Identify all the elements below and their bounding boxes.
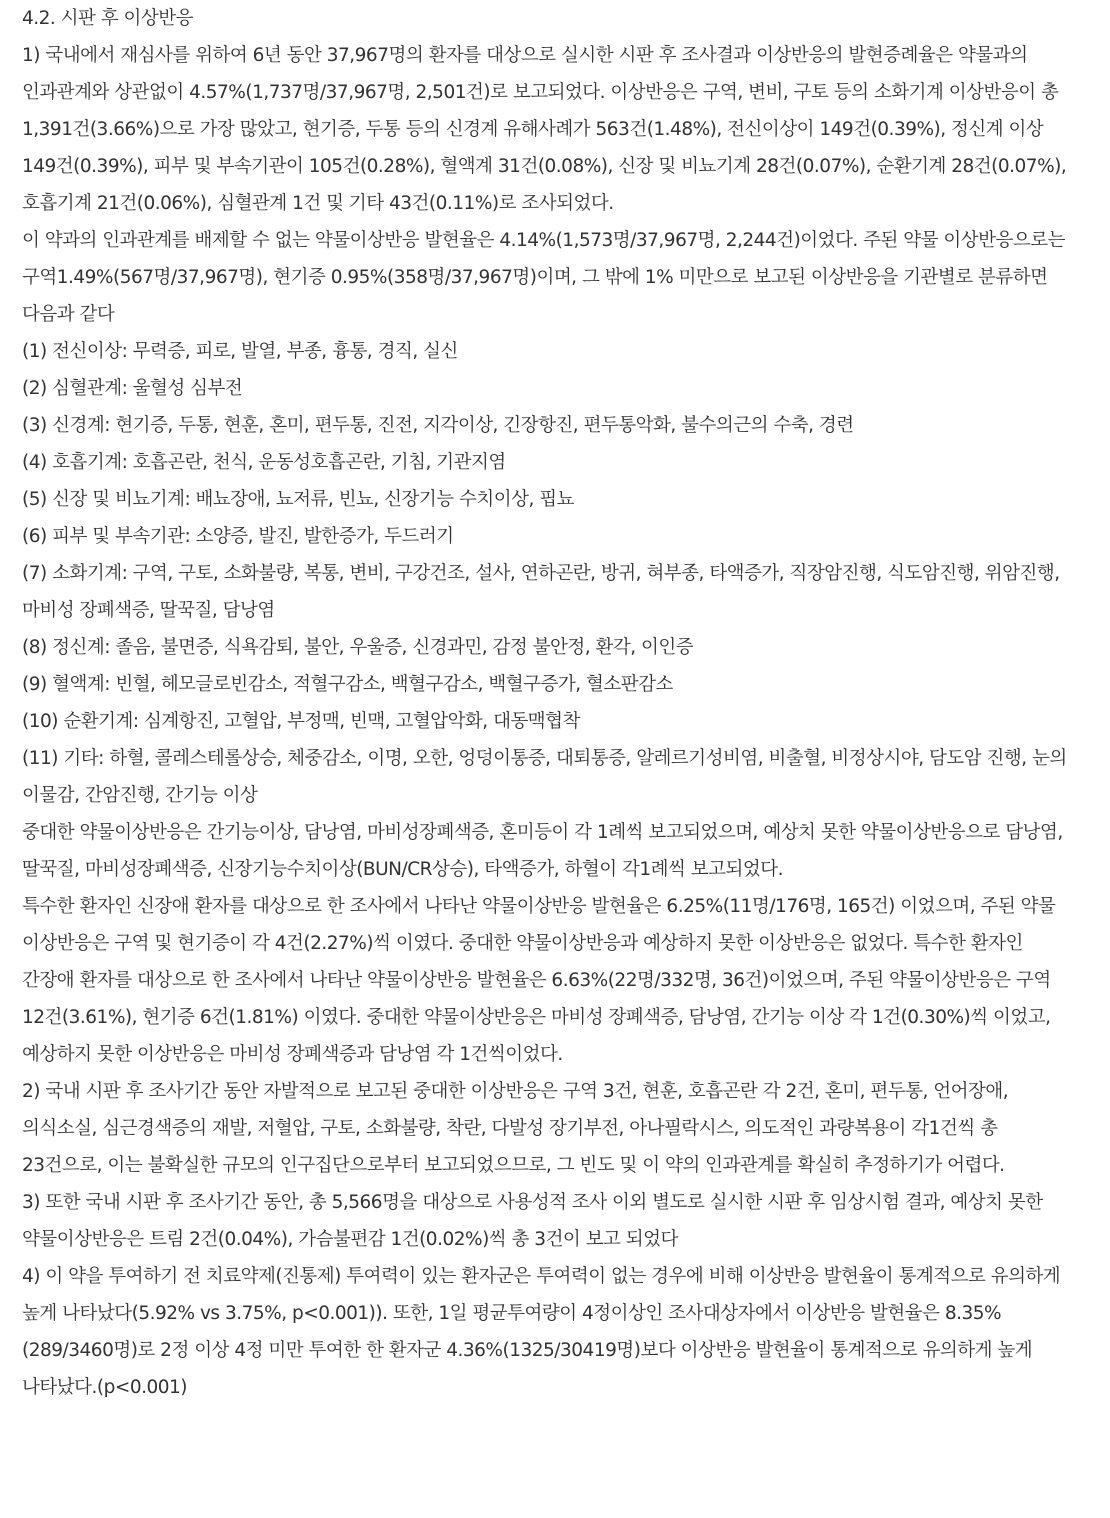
list-item-skin: (6) 피부 및 부속기관: 소양증, 발진, 발한증가, 두드러기	[22, 526, 454, 547]
section-title: 4.2. 시판 후 이상반응	[22, 8, 194, 29]
paragraph-1: 1) 국내에서 재심사를 위하여 6년 동안 37,967명의 환자를 대상으로 실시한 시판 후 조사결과 이상반응의 발현증례율은 약물과의 인과관계와 상관없이 4.57%(1,737명/37,967명, 2,501건)로 보고되었다. 이상반응은 구역, 변비, 구토 등의 소화기계 이상반응이 총 1,391건(3.66%)으로 가장 많았고, 현기증, 두통 등의 신경계 유해사례가 563건(1.48%), 전신이상이 149건(0.39%), 정신계 이상 149건(0.39%), 피부 및 부속기관이 105건(0.28%), 혈액계 31건(0.08%), 신장 및 비뇨기계 28건(0.07%), 순환기계 28건(0.07%), 호흡기계 21건(0.06%), 심혈관계 1건 및 기타 43건(0.11%)로 조사되었다.	[22, 45, 1067, 214]
paragraph-special-patients: 특수한 환자인 신장애 환자를 대상으로 한 조사에서 나타난 약물이상반응 발현율은 6.25%(11명/176명, 165건) 이었으며, 주된 약물 이상반응은 구역 및 현기증이 각 4건(2.27%)씩 이였다. 중대한 약물이상반응과 예상하지 못한 이상반응은 없었다. 특수한 환자인 간장애 환자를 대상으로 한 조사에서 나타난 약물이상반응 발현율은 6.63%(22명/332명, 36건)이었으며, 주된 약물이상반응은 구역 12건(3.61%), 현기증 6건(1.81%) 이였다. 중대한 약물이상반응은 마비성 장폐색증, 담낭염, 간기능 이상 각 1건(0.30%)씩 이었고, 예상하지 못한 이상반응은 마비성 장폐색증과 담낭염 각 1건씩이었다.	[22, 896, 1056, 1065]
paragraph-3-clinical-trial: 3) 또한 국내 시판 후 조사기간 동안, 총 5,566명을 대상으로 사용성적 조사 이외 별도로 실시한 시판 후 임상시험 결과, 예상치 못한 약물이상반응은 트림 2건(0.04%), 가슴불편감 1건(0.02%)씩 총 3건이 보고 되었다	[22, 1192, 1043, 1250]
paragraph-4-statistics: 4) 이 약을 투여하기 전 치료약제(진통제) 투여력이 있는 환자군은 투여력이 없는 경우에 비해 이상반응 발현율이 통계적으로 유의하게 높게 나타났다(5.92% vs 3.75%, p<0.001)). 또한, 1일 평균투여량이 4정이상인 조사대상자에서 이상반응 발현율은 8.35%(289/3460명)로 2정 이상 4정 미만 투여한 한 환자군 4.36%(1325/30419명)보다 이상반응 발현율이 통계적으로 유의하게 높게 나타났다.(p<0.001)	[22, 1266, 1061, 1398]
list-item-psychiatric: (8) 정신계: 졸음, 불면증, 식욕감퇴, 불안, 우울증, 신경과민, 감정 불안정, 환각, 이인증	[22, 637, 694, 658]
list-item-other: (11) 기타: 하혈, 콜레스테롤상승, 체중감소, 이명, 오한, 엉덩이통증, 대퇴통증, 알레르기성비염, 비출혈, 비정상시야, 담도암 진행, 눈의 이물감, 간암진행, 간기능 이상	[22, 748, 1067, 806]
paragraph-serious-reactions: 중대한 약물이상반응은 간기능이상, 담낭염, 마비성장폐색증, 혼미등이 각 1례씩 보고되었으며, 예상치 못한 약물이상반응으로 담낭염, 딸꾹질, 마비성장폐색증, 신장기능수치이상(BUN/CR상승), 타액증가, 하혈이 각1례씩 보고되었다.	[22, 822, 1063, 880]
list-item-digestive: (7) 소화기계: 구역, 구토, 소화불량, 복통, 변비, 구강건조, 설사, 연하곤란, 방귀, 혀부종, 타액증가, 직장암진행, 식도암진행, 위암진행, 마비성 장폐색증, 딸꾹질, 담낭염	[22, 563, 1060, 621]
paragraph-2-spontaneous: 2) 국내 시판 후 조사기간 동안 자발적으로 보고된 중대한 이상반응은 구역 3건, 현훈, 호흡곤란 각 2건, 혼미, 편두통, 언어장애, 의식소실, 심근경색증의 재발, 저혈압, 구토, 소화불량, 착란, 다발성 장기부전, 아나필락시스, 의도적인 과량복용이 각1건씩 총 23건으로, 이는 불확실한 규모의 인구집단으로부터 보고되었으므로, 그 빈도 및 이 약의 인과관계를 확실히 추정하기가 어렵다.	[22, 1081, 1009, 1176]
list-item-circulatory: (10) 순환기계: 심계항진, 고혈압, 부정맥, 빈맥, 고혈압악화, 대동맥협착	[22, 711, 580, 732]
list-item-general: (1) 전신이상: 무력증, 피로, 발열, 부종, 흉통, 경직, 실신	[22, 341, 458, 362]
paragraph-2: 이 약과의 인과관계를 배제할 수 없는 약물이상반응 발현율은 4.14%(1,573명/37,967명, 2,244건)이었다. 주된 약물 이상반응으로는 구역1.49%(567명/37,967명), 현기증 0.95%(358명/37,967명)이며, 그 밖에 1% 미만으로 보고된 이상반응을 기관별로 분류하면 다음과 같다	[22, 230, 1066, 325]
list-item-respiratory: (4) 호흡기계: 호흡곤란, 천식, 운동성호흡곤란, 기침, 기관지염	[22, 452, 506, 473]
list-item-urinary: (5) 신장 및 비뇨기계: 배뇨장애, 뇨저류, 빈뇨, 신장기능 수치이상, 핍뇨	[22, 489, 575, 510]
list-item-cardiovascular: (2) 심혈관계: 울혈성 심부전	[22, 378, 243, 399]
list-item-nervous: (3) 신경계: 현기증, 두통, 현훈, 혼미, 편두통, 진전, 지각이상, 긴장항진, 편두통악화, 불수의근의 수축, 경련	[22, 415, 854, 436]
list-item-blood: (9) 혈액계: 빈혈, 헤모글로빈감소, 적혈구감소, 백혈구감소, 백혈구증가, 혈소판감소	[22, 674, 673, 695]
